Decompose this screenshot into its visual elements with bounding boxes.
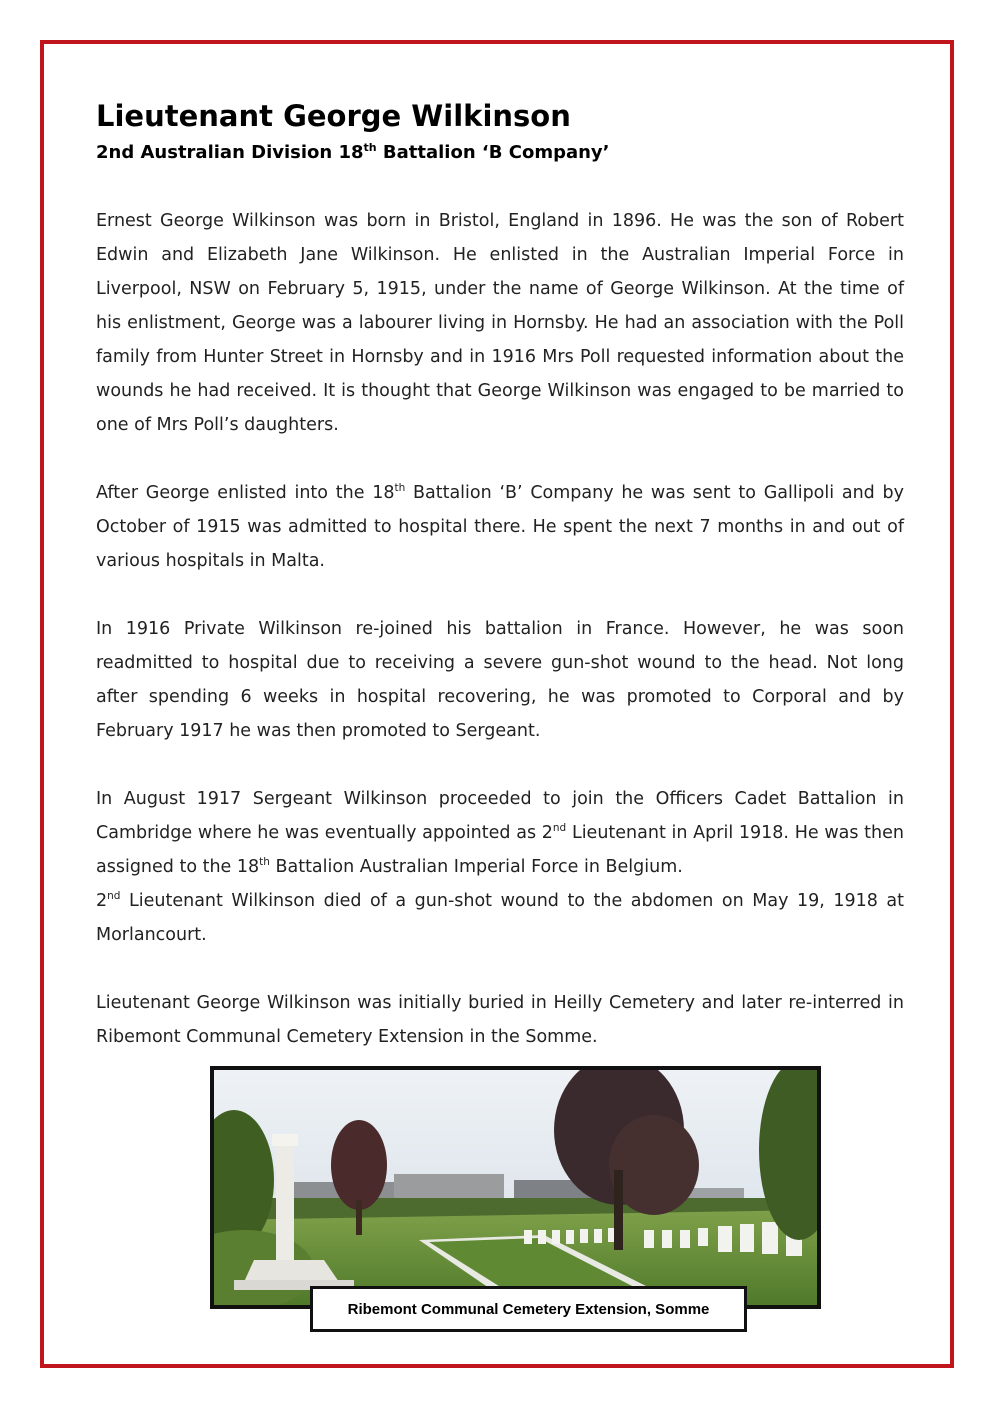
p2-sup: th — [394, 482, 406, 495]
paragraph-death — [96, 884, 904, 952]
page-title: Lieutenant George Wilkinson — [96, 99, 571, 133]
cemetery-photo — [210, 1066, 821, 1309]
paragraph-gallipoli — [96, 476, 904, 578]
p4-b: Lieutenant in April 1918. He was then assigned to the 18 — [96, 823, 904, 877]
body-text — [96, 204, 904, 1054]
subtitle-sup: th — [363, 141, 377, 154]
p4-sup2: th — [259, 856, 270, 869]
paragraph-burial: Lieutenant George Wilkinson was initially buried in Heilly Cemetery and later re-interred in Ribemont Communal Cemetery Extension in the Somme. — [96, 993, 904, 1047]
p5-a: 2 — [96, 891, 108, 911]
cemetery-photo-illustration — [214, 1070, 817, 1305]
paragraph-birth: Ernest George Wilkinson was born in Bristol, England in 1896. He was the son of Robert Edwin and Elizabeth Jane Wilkinson. He enlisted in the Australian Imperial Force in Liverpool, NSW on February 5, 1915, under the name of George Wilkinson. At the time of his enlistment, George was a labourer living in Hornsby. He had an association with the Poll family from Hunter Street in Hornsby and in 1916 Mrs Poll requested information about the wounds he had received. It is thought that George Wilkinson was engaged to be married to one of Mrs Poll’s daughters. — [96, 211, 904, 435]
p2-a: After George enlisted into the 18 — [96, 483, 395, 503]
subtitle-pre: 2nd Australian Division 18 — [96, 142, 364, 163]
p4-c: Battalion Australian Imperial Force in Belgium. — [269, 857, 683, 877]
paragraph-cambridge — [96, 782, 904, 884]
page-subtitle — [96, 140, 904, 166]
p4-a: In August 1917 Sergeant Wilkinson proceeded to join the Officers Cadet Battalion in Cambridge where he was eventually appointed as 2 — [96, 789, 904, 843]
p5-sup: nd — [107, 890, 121, 903]
p4-sup1: nd — [552, 822, 567, 835]
subtitle-post: Battalion ‘B Company’ — [376, 142, 610, 163]
p5-b: Lieutenant Wilkinson died of a gun-shot wound to the abdomen on May 19, 1918 at Morlancourt. — [96, 891, 904, 945]
paragraph-france: In 1916 Private Wilkinson re-joined his battalion in France. However, he was soon readmitted to hospital due to receiving a severe gun-shot wound to the head. Not long after spending 6 weeks in hospital recovering, he was promoted to Corporal and by February 1917 he was then promoted to Sergeant. — [96, 619, 904, 741]
p2-b: Battalion ‘B’ Company he was sent to Gallipoli and by October of 1915 was admitted to hospital there. He spent the next 7 months in and out of various hospitals in Malta. — [96, 483, 904, 571]
photo-caption: Ribemont Communal Cemetery Extension, Somme — [310, 1286, 747, 1332]
document-content — [96, 96, 904, 1054]
